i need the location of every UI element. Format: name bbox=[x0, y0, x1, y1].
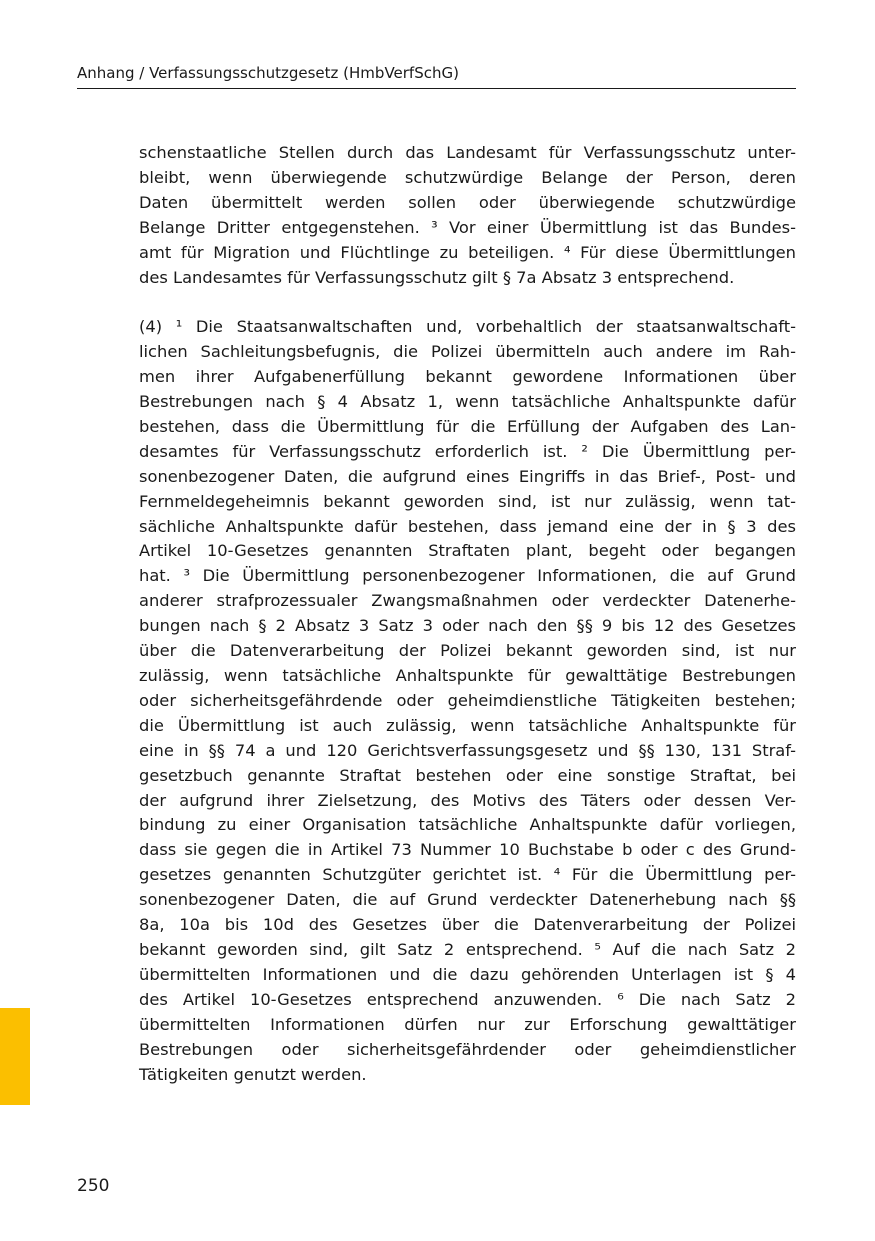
text-line: gesetzes genannten Schutzgüter gerichtet ist. ⁴ Für die Übermittlung per- bbox=[139, 865, 796, 885]
text-line: hat. ³ Die Übermittlung personenbezogener Informationen, die auf Grund bbox=[139, 566, 796, 586]
text-line: Tätigkeiten genutzt werden. bbox=[139, 1064, 367, 1084]
text-line: bestehen, dass die Übermittlung für die Erfüllung der Aufgaben des Lan- bbox=[139, 416, 796, 436]
text-line: schenstaatliche Stellen durch das Landesamt für Verfassungsschutz unter- bbox=[139, 143, 796, 162]
text-line: Belange Dritter entgegenstehen. ³ Vor einer Übermittlung ist das Bundes- bbox=[139, 217, 796, 237]
text-line: des Landesamtes für Verfassungsschutz gilt § 7a Absatz 3 entsprechend. bbox=[139, 267, 735, 287]
text-line: bleibt, wenn überwiegende schutzwürdige Belange der Person, deren bbox=[139, 167, 796, 187]
text-line: bekannt geworden sind, gilt Satz 2 entsprechend. ⁵ Auf die nach Satz 2 bbox=[139, 939, 796, 959]
text-line: desamtes für Verfassungsschutz erforderlich ist. ² Die Übermittlung per- bbox=[139, 441, 796, 461]
text-line: anderer strafprozessualer Zwangsmaßnahmen oder verdeckter Datenerhe- bbox=[139, 591, 796, 611]
text-line: die Übermittlung ist auch zulässig, wenn tatsächliche Anhaltspunkte für bbox=[139, 715, 796, 735]
running-header bbox=[77, 62, 796, 89]
text-line: übermittelten Informationen dürfen nur zur Erforschung gewalttätiger bbox=[139, 1014, 796, 1034]
text-line: Bestrebungen oder sicherheitsgefährdender oder geheimdienstlicher bbox=[139, 1039, 796, 1059]
text-line: Artikel 10-Gesetzes genannten Straftaten plant, begeht oder begangen bbox=[139, 541, 796, 561]
text-line: über die Datenverarbeitung der Polizei bekannt geworden sind, ist nur bbox=[139, 641, 796, 661]
text-line: (4) ¹ Die Staatsanwaltschaften und, vorbehaltlich der staatsanwaltschaft- bbox=[139, 317, 796, 337]
text-line: übermittelten Informationen und die dazu gehörenden Unterlagen ist § 4 bbox=[139, 964, 796, 984]
text-line: bungen nach § 2 Absatz 3 Satz 3 oder nach den §§ 9 bis 12 des Gesetzes bbox=[139, 616, 796, 636]
text-line: eine in §§ 74 a und 120 Gerichtsverfassungsgesetz und §§ 130, 131 Straf- bbox=[139, 740, 796, 760]
running-title: Anhang / Verfassungsschutzgesetz (HmbVerfSchG) bbox=[77, 64, 459, 82]
text-line: lichen Sachleitungsbefugnis, die Polizei übermitteln auch andere im Rah- bbox=[139, 342, 796, 362]
paragraph bbox=[139, 315, 796, 1087]
text-line: men ihrer Aufgabenerfüllung bekannt gewordene Informationen über bbox=[139, 367, 796, 387]
text-line: sonenbezogener Daten, die aufgrund eines Eingriffs in das Brief-, Post- und bbox=[139, 466, 796, 486]
text-line: amt für Migration und Flüchtlinge zu beteiligen. ⁴ Für diese Übermittlungen bbox=[139, 242, 796, 262]
text-line: gesetzbuch genannte Straftat bestehen oder eine sonstige Straftat, bei bbox=[139, 765, 796, 785]
text-line: der aufgrund ihrer Zielsetzung, des Motivs des Täters oder dessen Ver- bbox=[139, 790, 796, 810]
text-line: Daten übermittelt werden sollen oder überwiegende schutzwürdige bbox=[139, 192, 796, 212]
text-line: bindung zu einer Organisation tatsächliche Anhaltspunkte dafür vorliegen, bbox=[139, 815, 796, 835]
text-line: sonenbezogener Daten, die auf Grund verdeckter Datenerhebung nach §§ bbox=[139, 890, 796, 910]
chapter-marker-tab bbox=[0, 1008, 30, 1105]
text-line: 8a, 10a bis 10d des Gesetzes über die Datenverarbeitung der Polizei bbox=[139, 915, 796, 935]
text-line: oder sicherheitsgefährdende oder geheimdienstliche Tätigkeiten bestehen; bbox=[139, 690, 796, 710]
text-line: zulässig, wenn tatsächliche Anhaltspunkte für gewalttätige Bestrebungen bbox=[139, 666, 796, 686]
paragraph bbox=[139, 141, 796, 290]
text-line: dass sie gegen die in Artikel 73 Nummer 10 Buchstabe b oder c des Grund- bbox=[139, 840, 796, 860]
body-text bbox=[139, 141, 796, 1087]
text-line: des Artikel 10-Gesetzes entsprechend anzuwenden. ⁶ Die nach Satz 2 bbox=[139, 989, 796, 1009]
text-line: sächliche Anhaltspunkte dafür bestehen, dass jemand eine der in § 3 des bbox=[139, 516, 796, 536]
page-number: 250 bbox=[77, 1176, 110, 1196]
text-line: Bestrebungen nach § 4 Absatz 1, wenn tatsächliche Anhaltspunkte dafür bbox=[139, 392, 796, 412]
text-line: Fernmeldegeheimnis bekannt geworden sind, ist nur zulässig, wenn tat- bbox=[139, 491, 796, 511]
